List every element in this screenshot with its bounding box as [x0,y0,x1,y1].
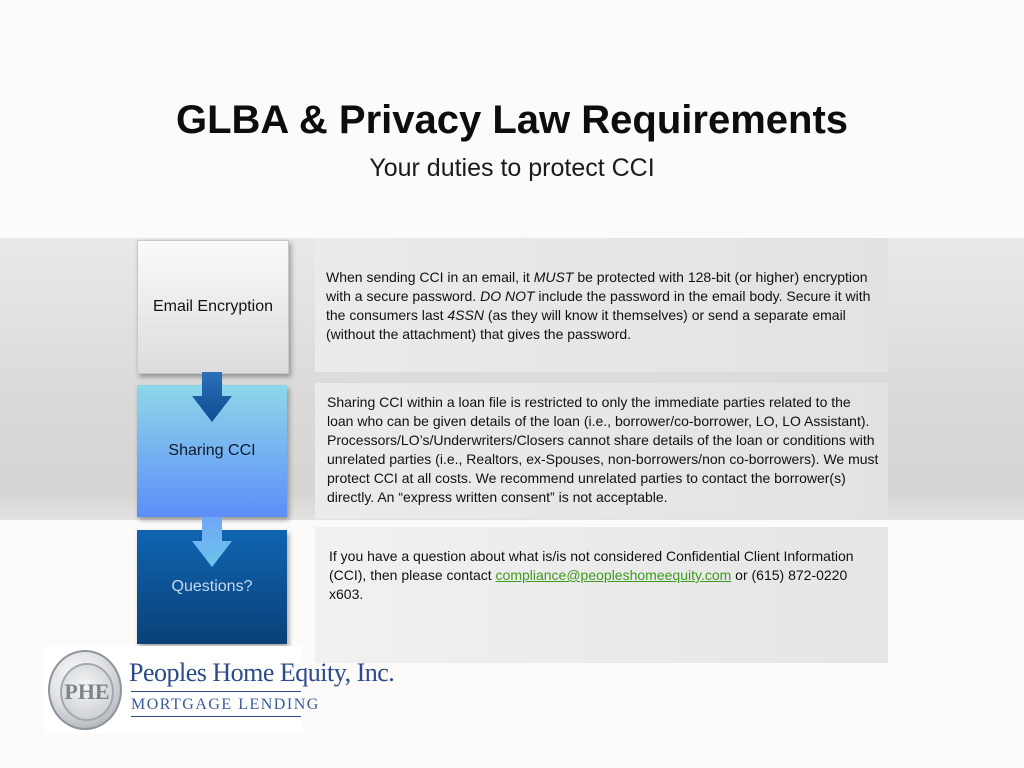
logo-divider [131,691,301,692]
logo-company-name: Peoples Home Equity, Inc. [129,658,395,687]
logo-divider [131,716,301,717]
company-logo [45,646,395,734]
step-label: Sharing CCI [168,442,256,459]
questions-description: If you have a question about what is/is not considered Confidential Client Information (CCI), then please contact compliance@peopleshomeequity.com or (615) 872-0220 x603. [315,527,888,663]
slide-title: GLBA & Privacy Law Requirements [175,98,849,142]
seal-monogram: PHE [60,663,114,721]
compliance-email-link[interactable]: compliance@peopleshomeequity.com [495,567,732,583]
step-box-email-encryption [137,240,289,374]
step-label: Questions? [171,578,253,595]
down-arrow-icon [190,517,234,569]
step-label: Email Encryption [152,298,274,315]
slide-subtitle: Your duties to protect CCI [369,154,655,182]
emphasis-4ssn: 4SSN [447,307,484,323]
emphasis-must: MUST [533,269,574,285]
logo-tagline: MORTGAGE LENDING [131,696,320,713]
emphasis-do-not: DO NOT [480,288,535,304]
down-arrow-icon [190,372,234,424]
sharing-cci-description: Sharing CCI within a loan file is restricted to only the immediate parties related to the loan who can be given details of the loan (i.e., borrower/co-borrower, LO, LO Assistant). Processors/LO’s/Underwriters/Closers cannot share details of the loan or conditions with unrelated parties (i.e., Realtors, ex-Spouses, non-borrowers/non co-borrowers). We must protect CCI at all costs. We recommend unrelated parties to contact the borrower(s) directly. An “express written consent” is not acceptable. [315,383,888,519]
phe-seal-icon [48,650,122,730]
email-encryption-description: When sending CCI in an email, it MUST be protected with 128-bit (or higher) encryption with a secure password. DO NOT include the password in the email body. Secure it with the consumers last 4SSN (as they will know it themselves) or send a separate email (without the attachment) that gives the password. [315,238,888,372]
